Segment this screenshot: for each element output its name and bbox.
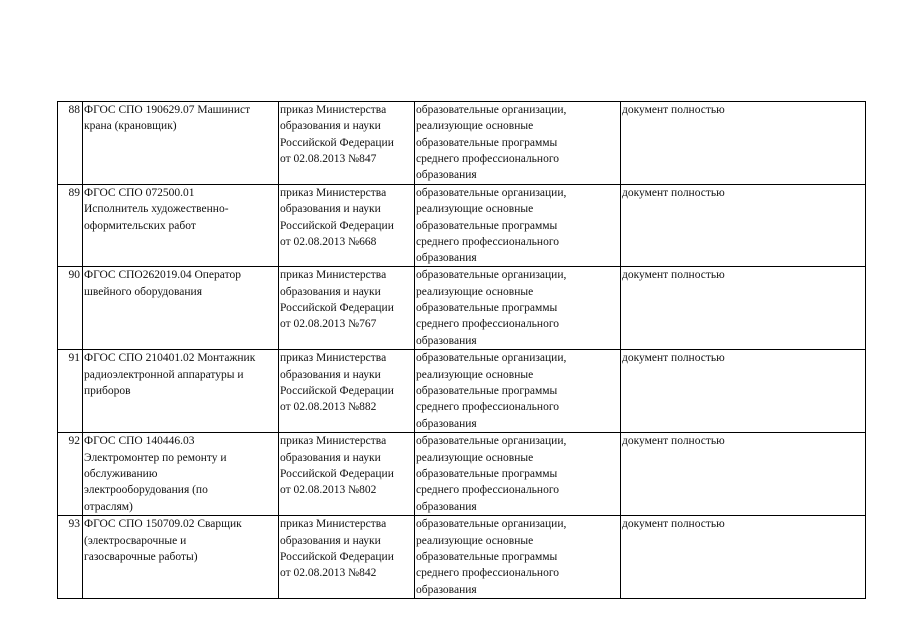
applicable-organizations: образовательные организации, реализующие основные образовательные программы среднего профессионального образования [415, 433, 621, 516]
table-row [58, 433, 866, 516]
approving-order: приказ Министерства образования и науки Российской Федерации от 02.08.2013 №767 [279, 267, 415, 350]
row-number: 93 [58, 516, 83, 599]
row-number: 92 [58, 433, 83, 516]
standard-name: ФГОС СПО 140446.03 Электромонтер по ремонту и обслуживанию электрооборудования (по отраслям) [83, 433, 279, 516]
approving-order: приказ Министерства образования и науки Российской Федерации от 02.08.2013 №842 [279, 516, 415, 599]
applicable-organizations: образовательные организации, реализующие основные образовательные программы среднего профессионального образования [415, 516, 621, 599]
standard-name: ФГОС СПО 072500.01 Исполнитель художественно- оформительских работ [83, 185, 279, 267]
application-scope: документ полностью [621, 516, 866, 599]
approving-order: приказ Министерства образования и науки Российской Федерации от 02.08.2013 №847 [279, 102, 415, 185]
applicable-organizations: образовательные организации, реализующие основные образовательные программы среднего профессионального образования [415, 267, 621, 350]
table-row [58, 350, 866, 433]
row-number: 89 [58, 185, 83, 267]
applicable-organizations: образовательные организации, реализующие основные образовательные программы среднего профессионального образования [415, 185, 621, 267]
table-row [58, 267, 866, 350]
standard-name: ФГОС СПО262019.04 Оператор швейного оборудования [83, 267, 279, 350]
standard-name: ФГОС СПО 190629.07 Машинист крана (крановщик) [83, 102, 279, 185]
application-scope: документ полностью [621, 267, 866, 350]
application-scope: документ полностью [621, 350, 866, 433]
application-scope: документ полностью [621, 102, 866, 185]
application-scope: документ полностью [621, 185, 866, 267]
applicable-organizations: образовательные организации, реализующие основные образовательные программы среднего профессионального образования [415, 350, 621, 433]
approving-order: приказ Министерства образования и науки Российской Федерации от 02.08.2013 №882 [279, 350, 415, 433]
table-row [58, 185, 866, 267]
table-row [58, 102, 866, 185]
row-number: 90 [58, 267, 83, 350]
applicable-organizations: образовательные организации, реализующие основные образовательные программы среднего профессионального образования [415, 102, 621, 185]
table-row [58, 516, 866, 599]
row-number: 88 [58, 102, 83, 185]
approving-order: приказ Министерства образования и науки Российской Федерации от 02.08.2013 №802 [279, 433, 415, 516]
standard-name: ФГОС СПО 150709.02 Сварщик (электросварочные и газосварочные работы) [83, 516, 279, 599]
application-scope: документ полностью [621, 433, 866, 516]
standard-name: ФГОС СПО 210401.02 Монтажник радиоэлектронной аппаратуры и приборов [83, 350, 279, 433]
row-number: 91 [58, 350, 83, 433]
standards-table [57, 101, 866, 599]
approving-order: приказ Министерства образования и науки Российской Федерации от 02.08.2013 №668 [279, 185, 415, 267]
